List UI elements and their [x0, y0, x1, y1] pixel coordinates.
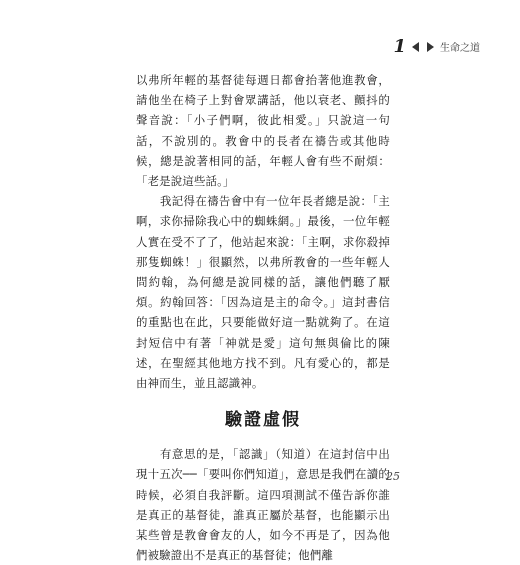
- running-header: [393, 36, 480, 57]
- section-heading: 驗證虛假: [225, 410, 301, 431]
- paragraph-2: 我記得在禱告會中有一位年長者總是說：「主啊，求你掃除我心中的蜘蛛網。」最後，一位年輕人實在受不了了，他站起來說：「主啊，求你殺掉那隻蜘蛛！」很顯然，以弗所教會的一些年輕人問約翰，為何總是說同樣的話，讓他們聽了厭煩。約翰回答：「因為這是主的命令。」這封書信的重點也在此，只要能做好這一點就夠了。在這封短信中有著「神就是愛」這句無與倫比的陳述，在聖經其他地方找不到。凡有愛心的，都是由神而生，並且認識神。: [136, 194, 390, 391]
- paragraph-1: 以弗所年輕的基督徒每週日都會抬著他進教會，請他坐在椅子上對會眾講話，他以衰老、顫抖的聲音說：「小子們啊，彼此相愛。」只說這一句話，不說別的。教會中的長者在禱告或其他時候，總是說著相同的話，年輕人會有些不耐煩：「老是說這些話。」: [136, 73, 390, 189]
- page-number: 25: [386, 470, 400, 483]
- chapter-number: 1: [393, 36, 406, 57]
- arrow-right-icon: [427, 42, 434, 52]
- chapter-title: 生命之道: [440, 43, 480, 54]
- page-body: [136, 70, 390, 565]
- arrow-left-icon: [412, 42, 419, 52]
- paragraph-3: 有意思的是，「認識」（知道）在這封信中出現十五次──「要叫你們知道」，意思是我們在讀的時候，必須自我評斷。這四項測試不僅告訴你誰是真正的基督徒，誰真正屬於基督，也能顯示出某些曾是教會會友的人，如今不再是了，因為他們被驗證出不是真正的基督徒；他們離: [136, 447, 390, 563]
